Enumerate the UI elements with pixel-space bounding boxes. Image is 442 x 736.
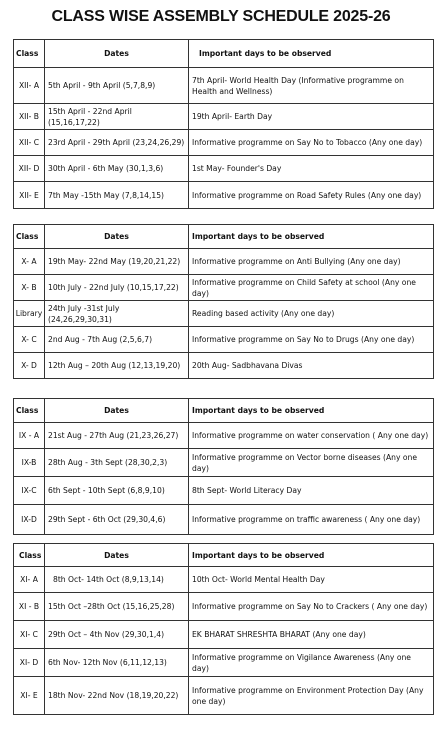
dates-cell: 29th Oct – 4th Nov (29,30,1,4): [45, 621, 189, 649]
table-row: [14, 156, 434, 182]
class-cell: X- C: [14, 327, 45, 353]
class-cell: IX-B: [14, 449, 45, 477]
dates-cell: 10th July - 22nd July (10,15,17,22): [45, 275, 189, 301]
observance-cell: Informative programme on traffic awareness ( Any one day): [189, 505, 434, 535]
class-cell: XI- A: [14, 567, 45, 593]
dates-cell: 24th July -31st July (24,26,29,30,31): [45, 301, 189, 327]
table-header-row: [14, 40, 434, 68]
page-title: CLASS WISE ASSEMBLY SCHEDULE 2025-26: [51, 8, 391, 25]
observance-cell: Reading based activity (Any one day): [189, 301, 434, 327]
table-row: [14, 301, 434, 327]
dates-cell: 15th Oct –28th Oct (15,16,25,28): [45, 593, 189, 621]
dates-cell: 12th Aug – 20th Aug (12,13,19,20): [45, 353, 189, 379]
header-important-days: Important days to be observed: [189, 40, 434, 68]
header-class: Class: [14, 544, 45, 567]
table-row: [14, 505, 434, 535]
table-row: [14, 182, 434, 209]
header-dates: Dates: [45, 399, 189, 423]
header-important-days: Important days to be observed: [189, 399, 434, 423]
observance-cell: 20th Aug- Sadbhavana Divas: [189, 353, 434, 379]
observance-cell: Informative programme on Anti Bullying (Any one day): [189, 249, 434, 275]
header-dates: Dates: [45, 40, 189, 68]
table-row: [14, 275, 434, 301]
class-cell: XI- C: [14, 621, 45, 649]
header-dates: Dates: [45, 544, 189, 567]
dates-cell: 6th Nov- 12th Nov (6,11,12,13): [45, 649, 189, 677]
dates-cell: 18th Nov- 22nd Nov (18,19,20,22): [45, 677, 189, 715]
table-row: [14, 567, 434, 593]
dates-cell: 8th Oct- 14th Oct (8,9,13,14): [45, 567, 189, 593]
dates-cell: 2nd Aug - 7th Aug (2,5,6,7): [45, 327, 189, 353]
table-row: [14, 621, 434, 649]
table-header-row: [14, 399, 434, 423]
class-cell: IX-D: [14, 505, 45, 535]
observance-cell: 10th Oct- World Mental Health Day: [189, 567, 434, 593]
table-row: [14, 423, 434, 449]
observance-cell: 19th April- Earth Day: [189, 104, 434, 130]
class-cell: XII- D: [14, 156, 45, 182]
table-row: [14, 130, 434, 156]
table-row: [14, 677, 434, 715]
schedule-table-xi: [13, 543, 434, 715]
header-class: Class: [14, 399, 45, 423]
table-row: [14, 449, 434, 477]
header-important-days: Important days to be observed: [189, 225, 434, 249]
dates-cell: 23rd April - 29th April (23,24,26,29): [45, 130, 189, 156]
dates-cell: 30th April - 6th May (30,1,3,6): [45, 156, 189, 182]
schedule-table-x: [13, 224, 434, 379]
class-cell: XII- B: [14, 104, 45, 130]
table-row: [14, 327, 434, 353]
table-header-row: [14, 544, 434, 567]
class-cell: IX - A: [14, 423, 45, 449]
dates-cell: 29th Sept - 6th Oct (29,30,4,6): [45, 505, 189, 535]
class-cell: X- B: [14, 275, 45, 301]
dates-cell: 7th May -15th May (7,8,14,15): [45, 182, 189, 209]
class-cell: X- A: [14, 249, 45, 275]
dates-cell: 5th April - 9th April (5,7,8,9): [45, 68, 189, 104]
observance-cell: Informative programme on Child Safety at school (Any one day): [189, 275, 434, 301]
observance-cell: 7th April- World Health Day (Informative programme on Health and Wellness): [189, 68, 434, 104]
observance-cell: Informative programme on Vector borne diseases (Any one day): [189, 449, 434, 477]
observance-cell: 1st May- Founder's Day: [189, 156, 434, 182]
table-row: [14, 477, 434, 505]
class-cell: XII- C: [14, 130, 45, 156]
table-row: [14, 68, 434, 104]
table-header-row: [14, 225, 434, 249]
dates-cell: 28th Aug - 3th Sept (28,30,2,3): [45, 449, 189, 477]
dates-cell: 6th Sept - 10th Sept (6,8,9,10): [45, 477, 189, 505]
table-row: [14, 353, 434, 379]
observance-cell: Informative programme on Vigilance Awareness (Any one day): [189, 649, 434, 677]
observance-cell: Informative programme on Road Safety Rules (Any one day): [189, 182, 434, 209]
class-cell: Library: [14, 301, 45, 327]
class-cell: IX-C: [14, 477, 45, 505]
dates-cell: 15th April - 22nd April (15,16,17,22): [45, 104, 189, 130]
schedule-table-xii: [13, 39, 434, 209]
observance-cell: Informative programme on Say No to Crackers ( Any one day): [189, 593, 434, 621]
class-cell: XI - B: [14, 593, 45, 621]
observance-cell: Informative programme on Say No to Drugs (Any one day): [189, 327, 434, 353]
observance-cell: 8th Sept- World Literacy Day: [189, 477, 434, 505]
header-important-days: Important days to be observed: [189, 544, 434, 567]
schedule-table-ix: [13, 398, 434, 535]
observance-cell: Informative programme on Say No to Tobacco (Any one day): [189, 130, 434, 156]
dates-cell: 21st Aug - 27th Aug (21,23,26,27): [45, 423, 189, 449]
header-class: Class: [14, 40, 45, 68]
class-cell: XII- A: [14, 68, 45, 104]
table-row: [14, 593, 434, 621]
table-row: [14, 249, 434, 275]
observance-cell: Informative programme on water conservation ( Any one day): [189, 423, 434, 449]
header-dates: Dates: [45, 225, 189, 249]
dates-cell: 19th May- 22nd May (19,20,21,22): [45, 249, 189, 275]
class-cell: XI- E: [14, 677, 45, 715]
class-cell: XI- D: [14, 649, 45, 677]
class-cell: X- D: [14, 353, 45, 379]
table-row: [14, 104, 434, 130]
observance-cell: Informative programme on Environment Protection Day (Any one day): [189, 677, 434, 715]
header-class: Class: [14, 225, 45, 249]
observance-cell: EK BHARAT SHRESHTA BHARAT (Any one day): [189, 621, 434, 649]
class-cell: XII- E: [14, 182, 45, 209]
table-row: [14, 649, 434, 677]
